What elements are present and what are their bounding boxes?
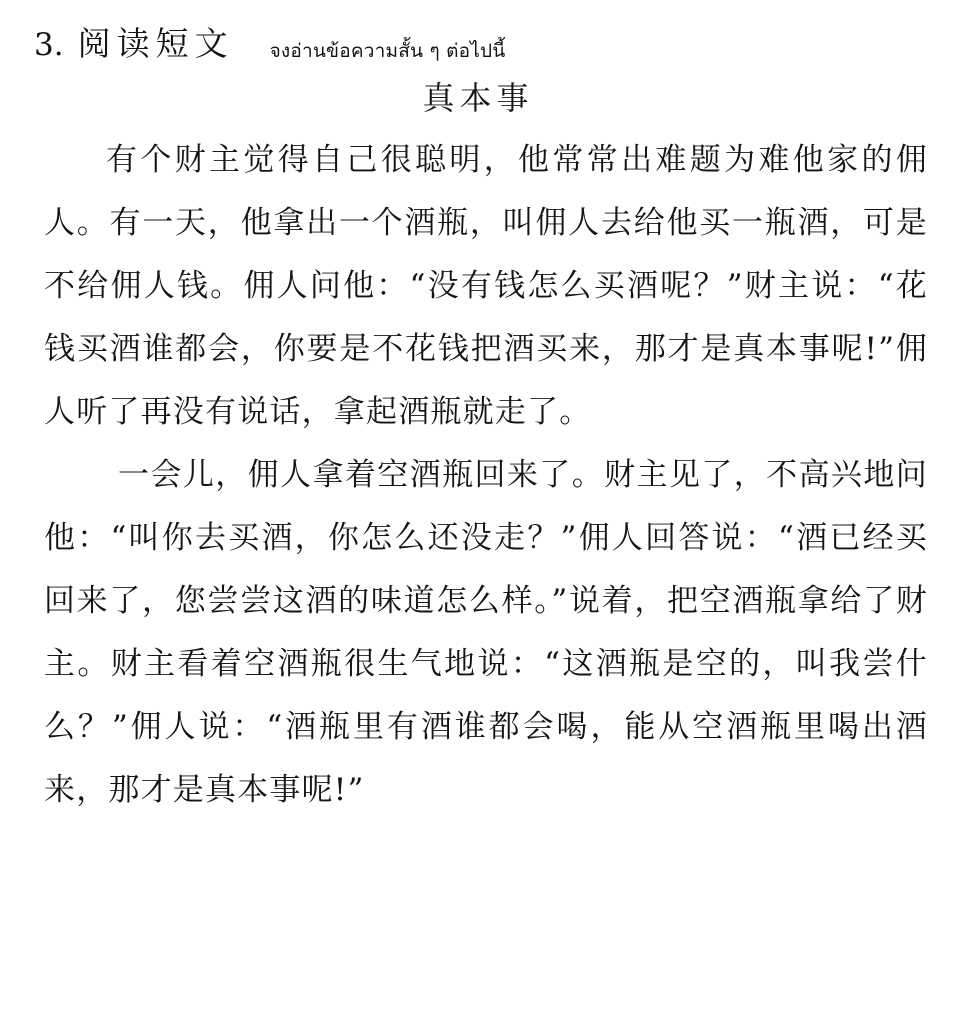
exercise-header bbox=[30, 18, 940, 65]
passage-paragraph-1: 有个财主觉得自己很聪明，他常常出难题为难他家的佣人。有一天，他拿出一个酒瓶，叫佣人去给他买一瓶酒，可是不给佣人钱。佣人问他：“没有钱怎么买酒呢？”财主说：“花钱买酒谁都会，你要是不花钱把酒买来，那才是真本事呢!”佣人听了再没有说话，拿起酒瓶就走了。 bbox=[44, 142, 928, 430]
passage-title: 真本事 bbox=[422, 79, 534, 117]
passage-paragraph-2: 一会儿，佣人拿着空酒瓶回来了。财主见了，不高兴地问他：“叫你去买酒，你怎么还没走？”佣人回答说：“酒已经买回来了，您尝尝这酒的味道怎么样。”说着，把空酒瓶拿给了财主。财主看着空酒瓶很生气地说：“这酒瓶是空的，叫我尝什么？”佣人说：“酒瓶里有酒谁都会喝，能从空酒瓶里喝出酒来，那才是真本事呢!” bbox=[44, 457, 928, 808]
thai-instruction: จงอ่านข้อความสั้น ๆ ต่อไปนี้ bbox=[269, 40, 506, 62]
exercise-title: 阅读短文 bbox=[77, 24, 234, 63]
passage-body bbox=[30, 129, 940, 822]
exercise-number: 3. bbox=[34, 27, 64, 63]
